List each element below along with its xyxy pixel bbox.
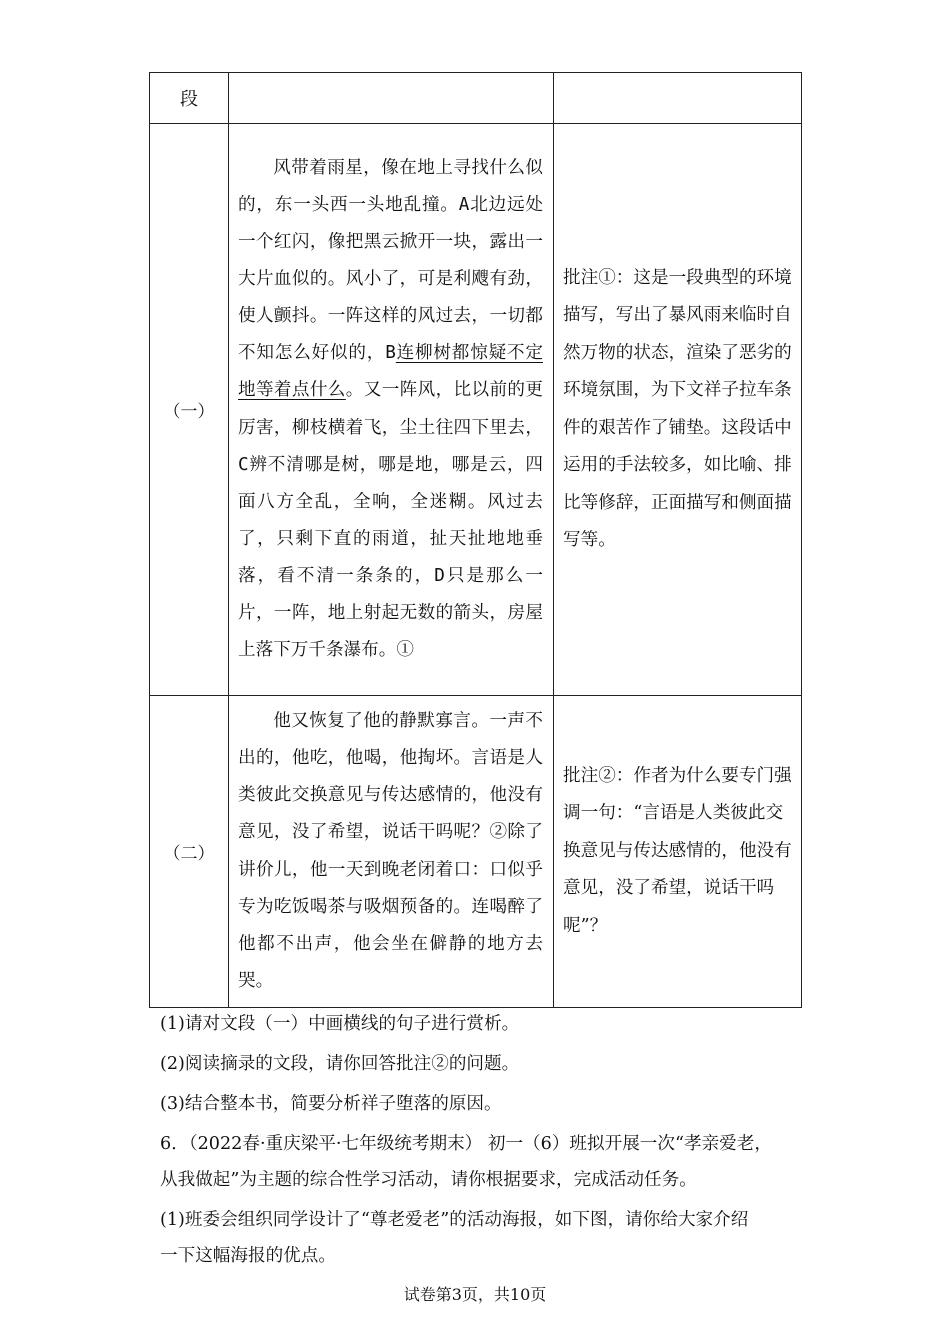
underlined-sentence: 连柳树都惊疑不定地等着点什么: [238, 343, 543, 401]
question-6-line-2: 从我做起”为主题的综合性学习活动，请你根据要求，完成活动任务。: [160, 1170, 697, 1190]
passage-text: [238, 150, 543, 669]
annotation-cell: [554, 696, 802, 1008]
passage-cell: [229, 124, 554, 696]
header-empty-cell: [229, 73, 554, 124]
row-label: （二）: [150, 696, 229, 1008]
question-2: (2)阅读摘录的文段，请你回答批注②的问题。: [160, 1054, 520, 1074]
annotation-cell: [554, 124, 802, 696]
passage-text: 他又恢复了他的静默寡言。一声不出的，他吃，他喝，他掏坏。言语是人类彼此交换意见与传达感情的，他没有意见，没了希望，说话干吗呢？②除了讲价儿，他一天到晚老闭着口：口似乎专为吃饭喝茶与吸烟预备的。连喝醉了他都不出声，他会坐在僻静的地方去哭。: [238, 711, 543, 991]
passage-part: 风带着雨星，像在地上寻找什么似的，东一头西一头地乱撞。A北边远处一个红闪，像把黑云掀开一块，露出一大片血似的。风小了，可是利飕有劲，使人颤抖。一阵这样的风过去，一切都不知怎么好似的，B: [238, 157, 543, 364]
question-3: (3)结合整本书，简要分析祥子堕落的原因。: [160, 1094, 502, 1114]
passage-part: 。又一阵风，比以前的更厉害，柳枝横着飞，尘土往四下里去，C辨不清哪是树，哪是地，哪是云，四面八方全乱，全响，全迷糊。风过去了，只剩下直的雨道，扯天扯地地垂落，看不清一条条的，D只是那么一片，一阵，地上射起无数的箭头，房屋上落下万千条瀑布。①: [238, 380, 543, 661]
header-label: 段: [150, 73, 229, 124]
page-footer: 试卷第3页，共10页: [403, 1285, 547, 1304]
annotation-text: 批注①：这是一段典型的环境描写，写出了暴风雨来临时自然万物的状态，渲染了恶劣的环境氛围，为下文祥子拉车条件的艰苦作了铺垫。这段话中运用的手法较多，如比喻、排比等修辞，正面描写和侧面描写等。: [563, 267, 792, 550]
question-6-line-1: 6．（2022春·重庆梁平·七年级统考期末） 初一（6）班拟开展一次“孝亲爱老，: [160, 1134, 772, 1154]
table-row: [150, 124, 802, 696]
annotation-table: [149, 72, 802, 1008]
question-6-1-line-1: (1)班委会组织同学设计了“尊老爱老”的活动海报，如下图，请你给大家介绍: [160, 1210, 749, 1230]
row-label: （一）: [150, 124, 229, 696]
annotation-text: 批注②：作者为什么要专门强调一句：“言语是人类彼此交换意见与传达感情的，他没有意见，没了希望，说话干吗呢”？: [563, 765, 792, 936]
passage-cell: [229, 696, 554, 1008]
table-row: [150, 696, 802, 1008]
header-empty-cell: [554, 73, 802, 124]
question-1: (1)请对文段（一）中画横线的句子进行赏析。: [160, 1014, 520, 1034]
table-header-row: [150, 73, 802, 124]
question-6-1-line-2: 一下这幅海报的优点。: [160, 1246, 336, 1266]
